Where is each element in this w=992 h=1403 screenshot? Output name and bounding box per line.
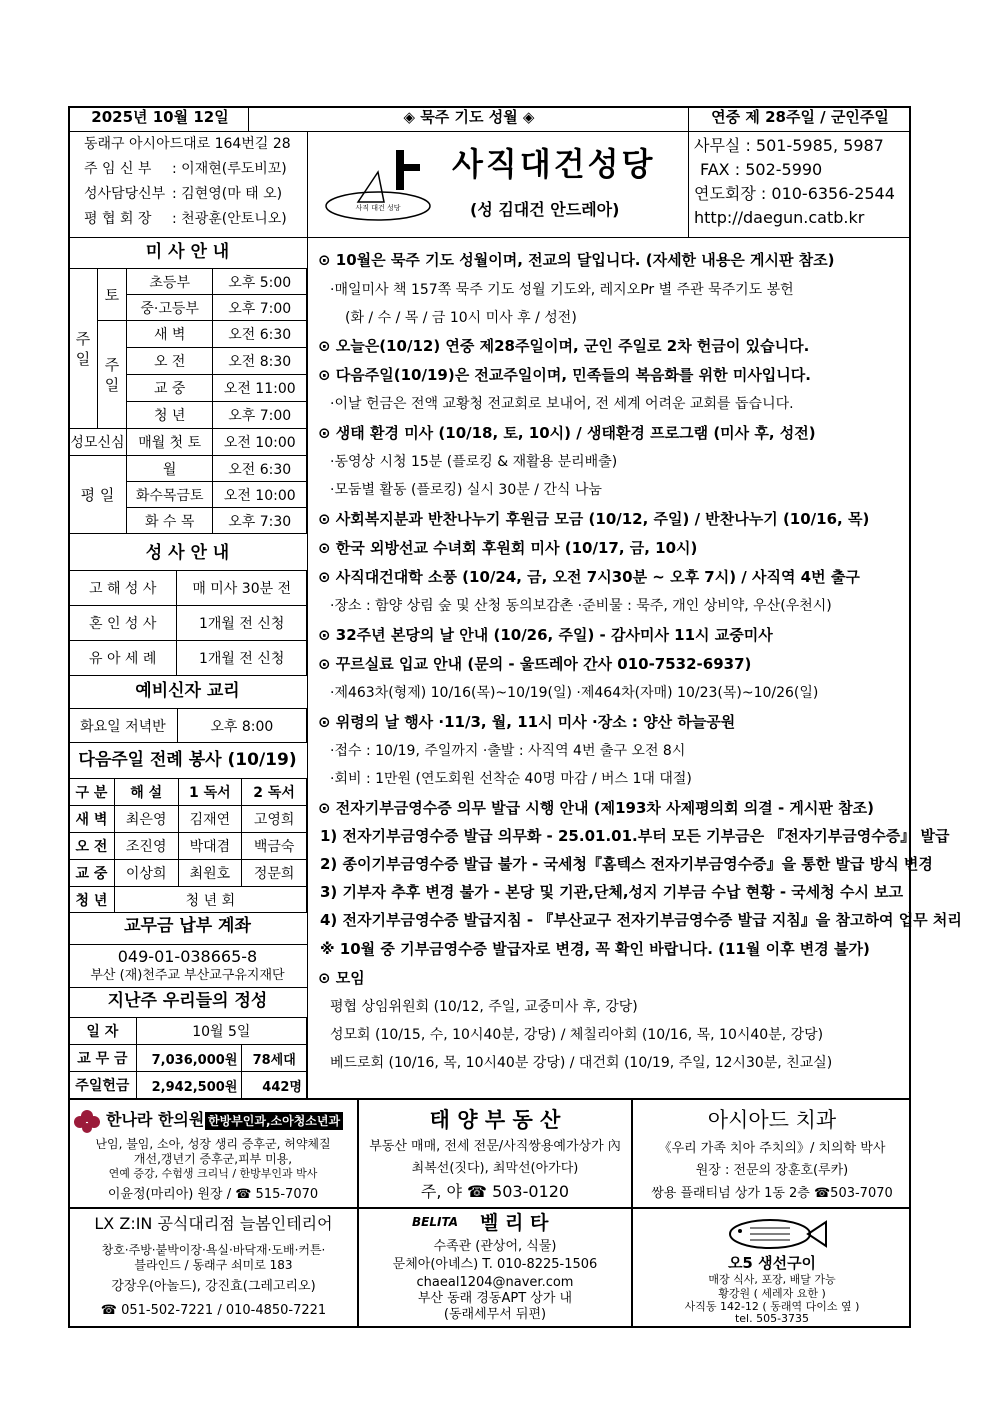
liturgy-cell: 백금숙: [242, 833, 307, 860]
fish-line2: 황강원 ( 세레자 요한 ): [718, 1287, 826, 1300]
notice-line: ⊙ 생태 환경 미사 (10/18, 토, 10시) / 생태환경 프로그램 (미사 후, 성전): [318, 424, 816, 442]
notice-line: ⊙ 위령의 날 행사 ·11/3, 월, 11시 미사 ·장소 : 양산 하늘공원: [318, 713, 736, 731]
liturgy-cell: 새 벽: [69, 806, 115, 833]
sacrament-value: 매 미사 30분 전: [177, 571, 307, 606]
sacrament-value: 1개월 전 신청: [177, 641, 307, 676]
fish-line1: 매장 식사, 포장, 배달 가능: [708, 1273, 836, 1286]
divider: [68, 131, 911, 132]
council-label: 평 협 회 장: [84, 211, 152, 227]
notice-line: ⊙ 오늘은(10/12) 연중 제28주일이며, 군인 주일로 2차 헌금이 있습니다.: [318, 337, 810, 355]
liturgy-cell: 최원호: [178, 860, 242, 887]
mass-time: 오전 8:30: [213, 348, 307, 375]
notice-line: ⊙ 다음주일(10/19)은 전교주일이며, 민족들의 복음화를 위한 미사입니다.: [318, 366, 811, 384]
interior-line3: 강장우(아놀드), 강진효(그레고리오): [111, 1279, 316, 1294]
mass-name: 중·고등부: [126, 295, 213, 321]
sunday-offering-amount: 2,942,500원: [136, 1072, 242, 1099]
liturgy-header: 구 분: [69, 779, 115, 806]
fish-line3: 사직동 142-12 ( 동래역 다이소 옆 ): [684, 1300, 860, 1313]
notice-line: 평협 상임위원회 (10/12, 주일, 교중미사 후, 강당): [330, 999, 638, 1015]
clinic-name: 한나라 한의원: [106, 1110, 205, 1129]
president-phone: 연도회장 : 010-6356-2544: [694, 184, 895, 203]
divider: [68, 1207, 911, 1209]
notice-line: 2) 종이기부금영수증 발급 불가 - 국세청『홈텍스 전자기부금영수증』을 통한 발급 방식 변경: [320, 855, 933, 873]
notice-line: ⊙ 사직대건대학 소풍 (10/24, 금, 오전 7시30분 ~ 오후 7시) / 사직역 4번 출구: [318, 568, 860, 586]
belita-brand: BELITA: [412, 1215, 458, 1229]
saturday-label: 토: [97, 269, 126, 321]
dental-name: 아시아드 치과: [707, 1108, 837, 1132]
liturgy-cell: 고영희: [242, 806, 307, 833]
sacrament-value: 1개월 전 신청: [177, 606, 307, 641]
logo-text: 사직 대건 성당: [355, 204, 401, 212]
notice-line: ⊙ 전자기부금영수증 의무 발급 시행 안내 (제193차 사제평의회 의결 - 게시판 참조): [318, 799, 874, 817]
tithe-count: 78세대: [242, 1045, 307, 1072]
clinic-badge: 한방부인과,소아청소년과: [205, 1112, 343, 1130]
parish-patron: (성 김대건 안드레아): [470, 200, 620, 219]
mass-table: [68, 268, 307, 534]
sunday-offering-count: 442명: [242, 1072, 307, 1099]
notice-line: ·회비 : 1만원 (연도회원 선착순 40명 마감 / 버스 1대 대절): [330, 771, 692, 787]
mass-name: 초등부: [126, 269, 213, 295]
assistant-label: 성사담당신부: [84, 186, 166, 202]
weekday-mass-name: 월: [126, 456, 213, 482]
interior-name: LX Z:IN 공식대리점 늘봄인테리어: [94, 1214, 333, 1233]
notice-line: ·매일미사 책 157쪽 묵주 기도 성월 기도와, 레지오Pr 별 주관 묵주기도 봉헌: [330, 282, 794, 298]
weekday-mass-time: 오전 6:30: [213, 456, 307, 482]
fish-line4: tel. 505-3735: [734, 1312, 810, 1325]
belita-line1: 수족관 (관상어, 식물): [433, 1239, 557, 1254]
notice-line: 1) 전자기부금영수증 발급 의무화 - 25.01.01.부터 모든 기부금은 『전자기부금영수증』 발급: [320, 827, 950, 845]
dental-line3: 쌍용 플래티넘 상가 1동 2층 ☎503-7070: [651, 1186, 893, 1201]
catechumen-title: 예비신자 교리: [135, 681, 240, 701]
sacrament-name: 고 해 성 사: [69, 571, 177, 606]
sacrament-table: [68, 570, 307, 676]
clinic-line1: 난임, 불임, 소아, 성장 생리 증후군, 허약체질: [95, 1137, 331, 1151]
liturgy-cell: 정문희: [242, 860, 307, 887]
notice-line: ⊙ 10월은 묵주 기도 성월이며, 전교의 달입니다. (자세한 내용은 게시판 참조): [318, 251, 835, 269]
council-name: : 천광훈(안토니오): [172, 211, 287, 227]
liturgy-cell: 박대겸: [178, 833, 242, 860]
belita-line4: 부산 동래 경동APT 상가 내: [417, 1291, 573, 1306]
liturgy-table: [68, 778, 307, 913]
catechumen-table: [68, 708, 307, 743]
mass-name: 교 중: [126, 375, 213, 402]
liturgy-header: 2 독서: [242, 779, 307, 806]
realty-line3: 주, 야 ☎ 503-0120: [420, 1182, 570, 1201]
weekday-mass-time: 오전 10:00: [213, 482, 307, 508]
offering-date-label: 일 자: [69, 1018, 137, 1045]
mass-time: 오전 6:30: [213, 321, 307, 348]
parish-url[interactable]: http://daegun.catb.kr: [694, 208, 865, 227]
holyhour-label: 성모신심: [69, 429, 127, 456]
liturgy-header: 1 독서: [178, 779, 242, 806]
fish-restaurant-name: 오5 생선구이: [727, 1254, 817, 1272]
clinic-line4: 이윤정(마리아) 원장 / ☎ 515-7070: [107, 1187, 319, 1202]
liturgical-week: 연중 제 28주일 / 군인주일: [711, 108, 889, 126]
account-holder: 부산 (재)천주교 부산교구유지재단: [90, 968, 285, 983]
parish-logo-icon: [318, 142, 444, 226]
realty-line1: 부동산 매매, 전세 전문/사직쌍용예가상가 內: [369, 1139, 621, 1154]
tithe-amount: 7,036,000원: [136, 1045, 242, 1072]
liturgy-header: 해 설: [114, 779, 178, 806]
sacrament-title: 성 사 안 내: [145, 543, 230, 563]
belita-email[interactable]: chaeal1204@naver.com: [416, 1275, 574, 1290]
belita-line2: 문체아(아녜스) T. 010-8225-1506: [392, 1257, 598, 1272]
sacrament-name: 유 아 세 례: [69, 641, 177, 676]
notice-line: (화 / 수 / 목 / 금 10시 미사 후 / 성전): [345, 310, 577, 326]
clinic-line2: 개선,갱년기 증후군,피부 미용,: [133, 1152, 293, 1166]
pastor-name: : 이재현(루도비꼬): [172, 161, 287, 177]
notice-line: ⊙ 한국 외방선교 수녀회 후원회 미사 (10/17, 금, 10시): [318, 539, 698, 557]
holyhour-time: 오전 10:00: [213, 429, 307, 456]
divider: [68, 944, 307, 945]
dental-line1: 《우리 가족 치아 주치의》/ 치의학 박사: [658, 1141, 886, 1156]
mass-time: 오후 7:00: [213, 295, 307, 321]
parish-name: 사직대건성당: [452, 145, 656, 183]
dental-line2: 원장 : 전문의 장훈호(루카): [695, 1163, 849, 1178]
liturgy-cell: 김재연: [178, 806, 242, 833]
liturgy-cell: 오 전: [69, 833, 115, 860]
weekday-label: 평 일: [69, 456, 127, 534]
notice-line: ·제463차(형제) 10/16(목)~10/19(일) ·제464차(자매) 10/23(목)~10/26(일): [330, 685, 819, 701]
liturgy-cell: 조진영: [114, 833, 178, 860]
liturgy-title: 다음주일 전례 봉사 (10/19): [78, 750, 297, 770]
sacrament-name: 혼 인 성 사: [69, 606, 177, 641]
divider: [248, 106, 249, 131]
notice-line: ·장소 : 함양 상림 숲 및 산청 동의보감촌 ·준비물 : 묵주, 개인 상비약, 우산(우천시): [330, 598, 832, 614]
flower-icon: [72, 1106, 102, 1136]
offering-title: 지난주 우리들의 정성: [107, 991, 268, 1011]
mass-name: 새 벽: [126, 321, 213, 348]
notice-line: ·접수 : 10/19, 주일까지 ·출발 : 사직역 4번 출구 오전 8시: [330, 743, 686, 759]
belita-name: 벨 리 타: [480, 1212, 549, 1234]
offering-table: [68, 1017, 307, 1099]
divider: [68, 237, 911, 238]
catechumen-time: 오후 8:00: [177, 709, 306, 743]
offering-date: 10월 5일: [136, 1018, 306, 1045]
divider: [68, 987, 307, 988]
fish-icon: [720, 1214, 830, 1254]
assistant-name: : 김현영(마 태 오): [172, 186, 283, 202]
notice-line: 3) 기부자 추후 변경 불가 - 본당 및 기관,단체,성지 기부금 수납 현황 - 국세청 수시 보고: [320, 883, 904, 901]
weekday-mass-time: 오후 7:30: [213, 508, 307, 534]
realty-name: 태 양 부 동 산: [429, 1108, 561, 1132]
belita-line5: (동래세무서 뒤편): [443, 1307, 547, 1322]
month-theme: ◈ 묵주 기도 성월 ◈: [403, 108, 535, 126]
liturgy-cell: 최은영: [114, 806, 178, 833]
interior-line4: ☎ 051-502-7221 / 010-4850-7221: [100, 1303, 327, 1318]
liturgy-cell: 교 중: [69, 860, 115, 887]
notice-line: 베드로회 (10/16, 목, 10시40분 강당) / 대건회 (10/19, 주일, 12시30분, 친교실): [330, 1055, 833, 1071]
divider: [68, 1098, 911, 1100]
notice-line: ·모둠별 활동 (플로킹) 실시 30분 / 간식 나눔: [330, 482, 602, 498]
liturgy-youth-value: 청 년 회: [114, 887, 306, 913]
mass-time: 오후 7:00: [213, 402, 307, 429]
liturgy-youth-label: 청 년: [69, 887, 115, 913]
interior-line2: 블라인드 / 동래구 쇠미로 183: [134, 1258, 293, 1272]
sunday-offering-label: 주일헌금: [69, 1072, 137, 1099]
fax-number: FAX : 502-5990: [700, 160, 823, 179]
mass-time: 오후 5:00: [213, 269, 307, 295]
clinic-line3: 연예 증강, 수험생 크리닉 / 한방부인과 박사: [108, 1167, 318, 1180]
sunday-sub-label: 주 일: [97, 321, 126, 429]
notice-line: ⊙ 32주년 본당의 날 안내 (10/26, 주일) - 감사미사 11시 교중미사: [318, 626, 773, 644]
pastor-label: 주 임 신 부: [84, 161, 152, 177]
parish-address: 동래구 아시아드대로 164번길 28: [84, 136, 291, 152]
notice-line: 4) 전자기부금영수증 발급지침 - 『부산교구 전자기부금영수증 발급 지침』을 참고하여 업무 처리: [320, 911, 962, 929]
sunday-label: 주 일: [69, 269, 98, 429]
notice-line: ⊙ 모임: [318, 969, 365, 987]
account-title: 교무금 납부 계좌: [124, 916, 251, 936]
weekday-mass-name: 화 수 목: [126, 508, 213, 534]
tithe-label: 교 무 금: [69, 1045, 137, 1072]
divider: [688, 106, 689, 237]
notice-line: ⊙ 사회복지분과 반찬나누기 후원금 모금 (10/12, 주일) / 반찬나누기 (10/16, 목): [318, 510, 870, 528]
weekday-mass-name: 화수목금토: [126, 482, 213, 508]
notice-line: ·이날 헌금은 전액 교황청 전교회로 보내어, 전 세계 어려운 교회를 돕습니다.: [330, 396, 794, 412]
mass-time: 오전 11:00: [213, 375, 307, 402]
bulletin-date: 2025년 10월 12일: [91, 108, 229, 126]
liturgy-cell: 이상희: [114, 860, 178, 887]
notice-line: ·동영상 시청 15분 (플로킹 & 재활용 분리배출): [330, 454, 618, 470]
notice-line: ※ 10월 중 기부금영수증 발급자로 변경, 꼭 확인 바랍니다. (11월 이후 변경 불가): [320, 940, 870, 958]
account-number: 049-01-038665-8: [117, 947, 258, 966]
divider: [307, 131, 308, 237]
office-phone: 사무실 : 501-5985, 5987: [694, 136, 884, 155]
realty-line2: 최복선(짓다), 최막선(아가다): [411, 1161, 579, 1176]
mass-name: 청 년: [126, 402, 213, 429]
notice-line: ⊙ 꾸르실료 입교 안내 (문의 - 울뜨레아 간사 010-7532-6937): [318, 655, 752, 673]
interior-line1: 창호·주방·붙박이장·욕실·바닥재·도배·커튼·: [101, 1243, 326, 1257]
mass-title: 미 사 안 내: [145, 242, 230, 262]
mass-name: 오 전: [126, 348, 213, 375]
notice-line: 성모회 (10/15, 수, 10시40분, 강당) / 체칠리아회 (10/16, 목, 10시40분, 강당): [330, 1027, 824, 1043]
divider: [307, 237, 308, 1098]
catechumen-day: 화요일 저녁반: [69, 709, 178, 743]
holyhour-name: 매월 첫 토: [126, 429, 213, 456]
